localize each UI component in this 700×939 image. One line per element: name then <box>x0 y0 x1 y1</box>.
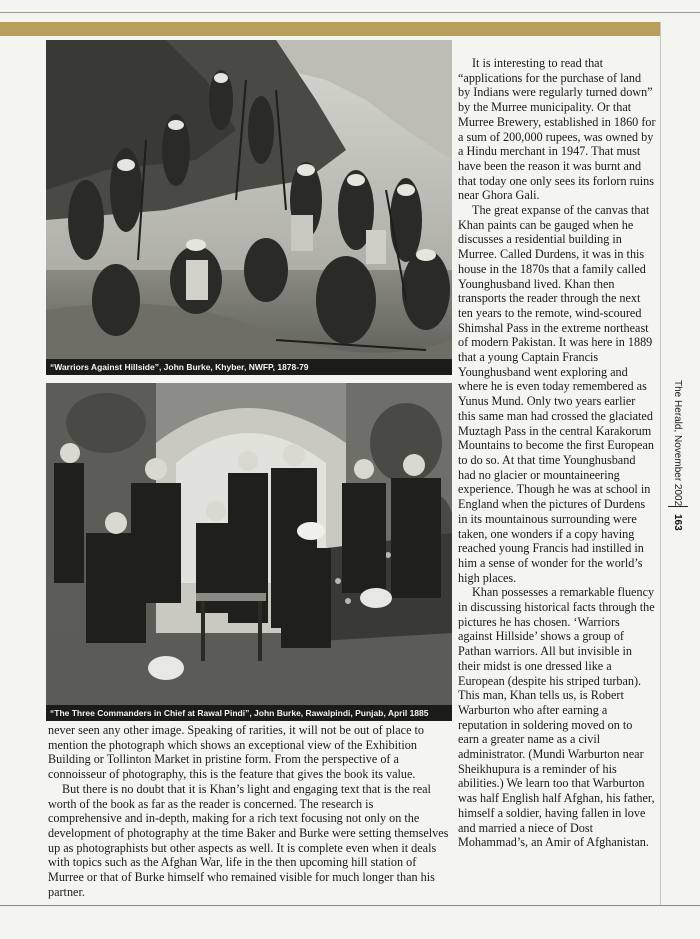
warriors-photo <box>46 40 452 375</box>
warriors-photo-caption: “Warriors Against Hillside”, John Burke, Khyber, NWFP, 1878-79 <box>46 359 452 375</box>
margin-rule <box>660 22 661 906</box>
bottom-paragraph-1: never seen any other image. Speaking of rarities, it will not be out of place to mention the photograph which shows an exceptional view of the Exhibition Building or Tollinton Market in pristine form. From the perspective of a connoisseur of photography, this is the feature that gives the book its value. <box>48 723 425 782</box>
right-text-column <box>458 56 656 850</box>
warriors-photo-art <box>46 40 452 375</box>
page-sidebar <box>662 380 694 550</box>
right-paragraph-2: The great expanse of the canvas that Khan paints can be gauged when he discusses a residential building in Murree. Called Durdens, it was in this house in the 1870s that a family called Younghusband lived. Khan then transports the reader through the next ten years to the remote, wind-scoured Shimshal Pass in the extreme northeast of modern Pakistan. It was here in 1889 that a young Captain Francis Younghusband went exploring and where he is even today remembered as Yunus Mund. Only two years earlier this same man had crossed the glaciated Muztagh Pass in the central Karakorum Mountains to become the first European to do so. At that time Younghusband had no glacier or mountaineering experience. Though he was at school in England when the pictures of Durdens in its mountainous surrounding were taken, one wonders if a copy having reached young Francis had instilled in him a sense of wonder for the world’s high places. <box>458 203 654 585</box>
right-paragraph-3: Khan possesses a remarkable fluency in discussing historical facts through the pictures he has chosen. ‘Warriors against Hillside’ shows a group of Pathan warriors. All but invisible in their midst is one dressed like a European (despite his striped turban). This man, Khan tells us, is Robert Warburton who after earning a reputation in soldering moved on to earn a greater name as a civil administrator. (Mundi Warburton near Sheikhupura is a reminder of his abilities.) We learn too that Warburton was half English half Afghan, his father, himself a soldier, having fallen in love and married a niece of Dost Mohammad’s, an Amir of Afghanistan. <box>458 585 655 850</box>
bottom-text-column <box>48 723 450 899</box>
commanders-photo-caption: “The Three Commanders in Chief at Rawal Pindi”, John Burke, Rawalpindi, Punjab, April 1885 <box>46 705 452 721</box>
masthead-label: The Herald, November 2002 <box>672 380 683 507</box>
bottom-paragraph-2: But there is no doubt that it is Khan’s light and engaging text that is the real worth of the book as far as the reader is concerned. The research is comprehensive and in-depth, making for a rich text focusing not only on the development of photography at the time Baker and Burke were setting themselves up as photographists but other aspects as well. It is complete even when it deals with topics such as the Afghan War, life in the then upcoming hill station of Murree or that of Burke himself who remained visible for much longer than his partner. <box>48 781 449 899</box>
page-number: 163 <box>672 514 683 531</box>
right-paragraph-1: It is interesting to read that “applications for the purchase of land by Indians were regularly turned down” by the Murree municipality. Or that Murree Brewery, established in 1860 for a sum of 200,000 rupees, was owned by a Hindu merchant in 1947. That must have been the reason it was burnt and that today one only sees its forlorn ruins near Ghora Gali. <box>458 56 656 203</box>
top-rule <box>0 12 700 13</box>
commanders-photo <box>46 383 452 721</box>
sidebar-divider <box>668 506 688 507</box>
bottom-rule <box>0 905 700 906</box>
commanders-photo-art <box>46 383 452 721</box>
header-accent-bar <box>0 22 660 36</box>
